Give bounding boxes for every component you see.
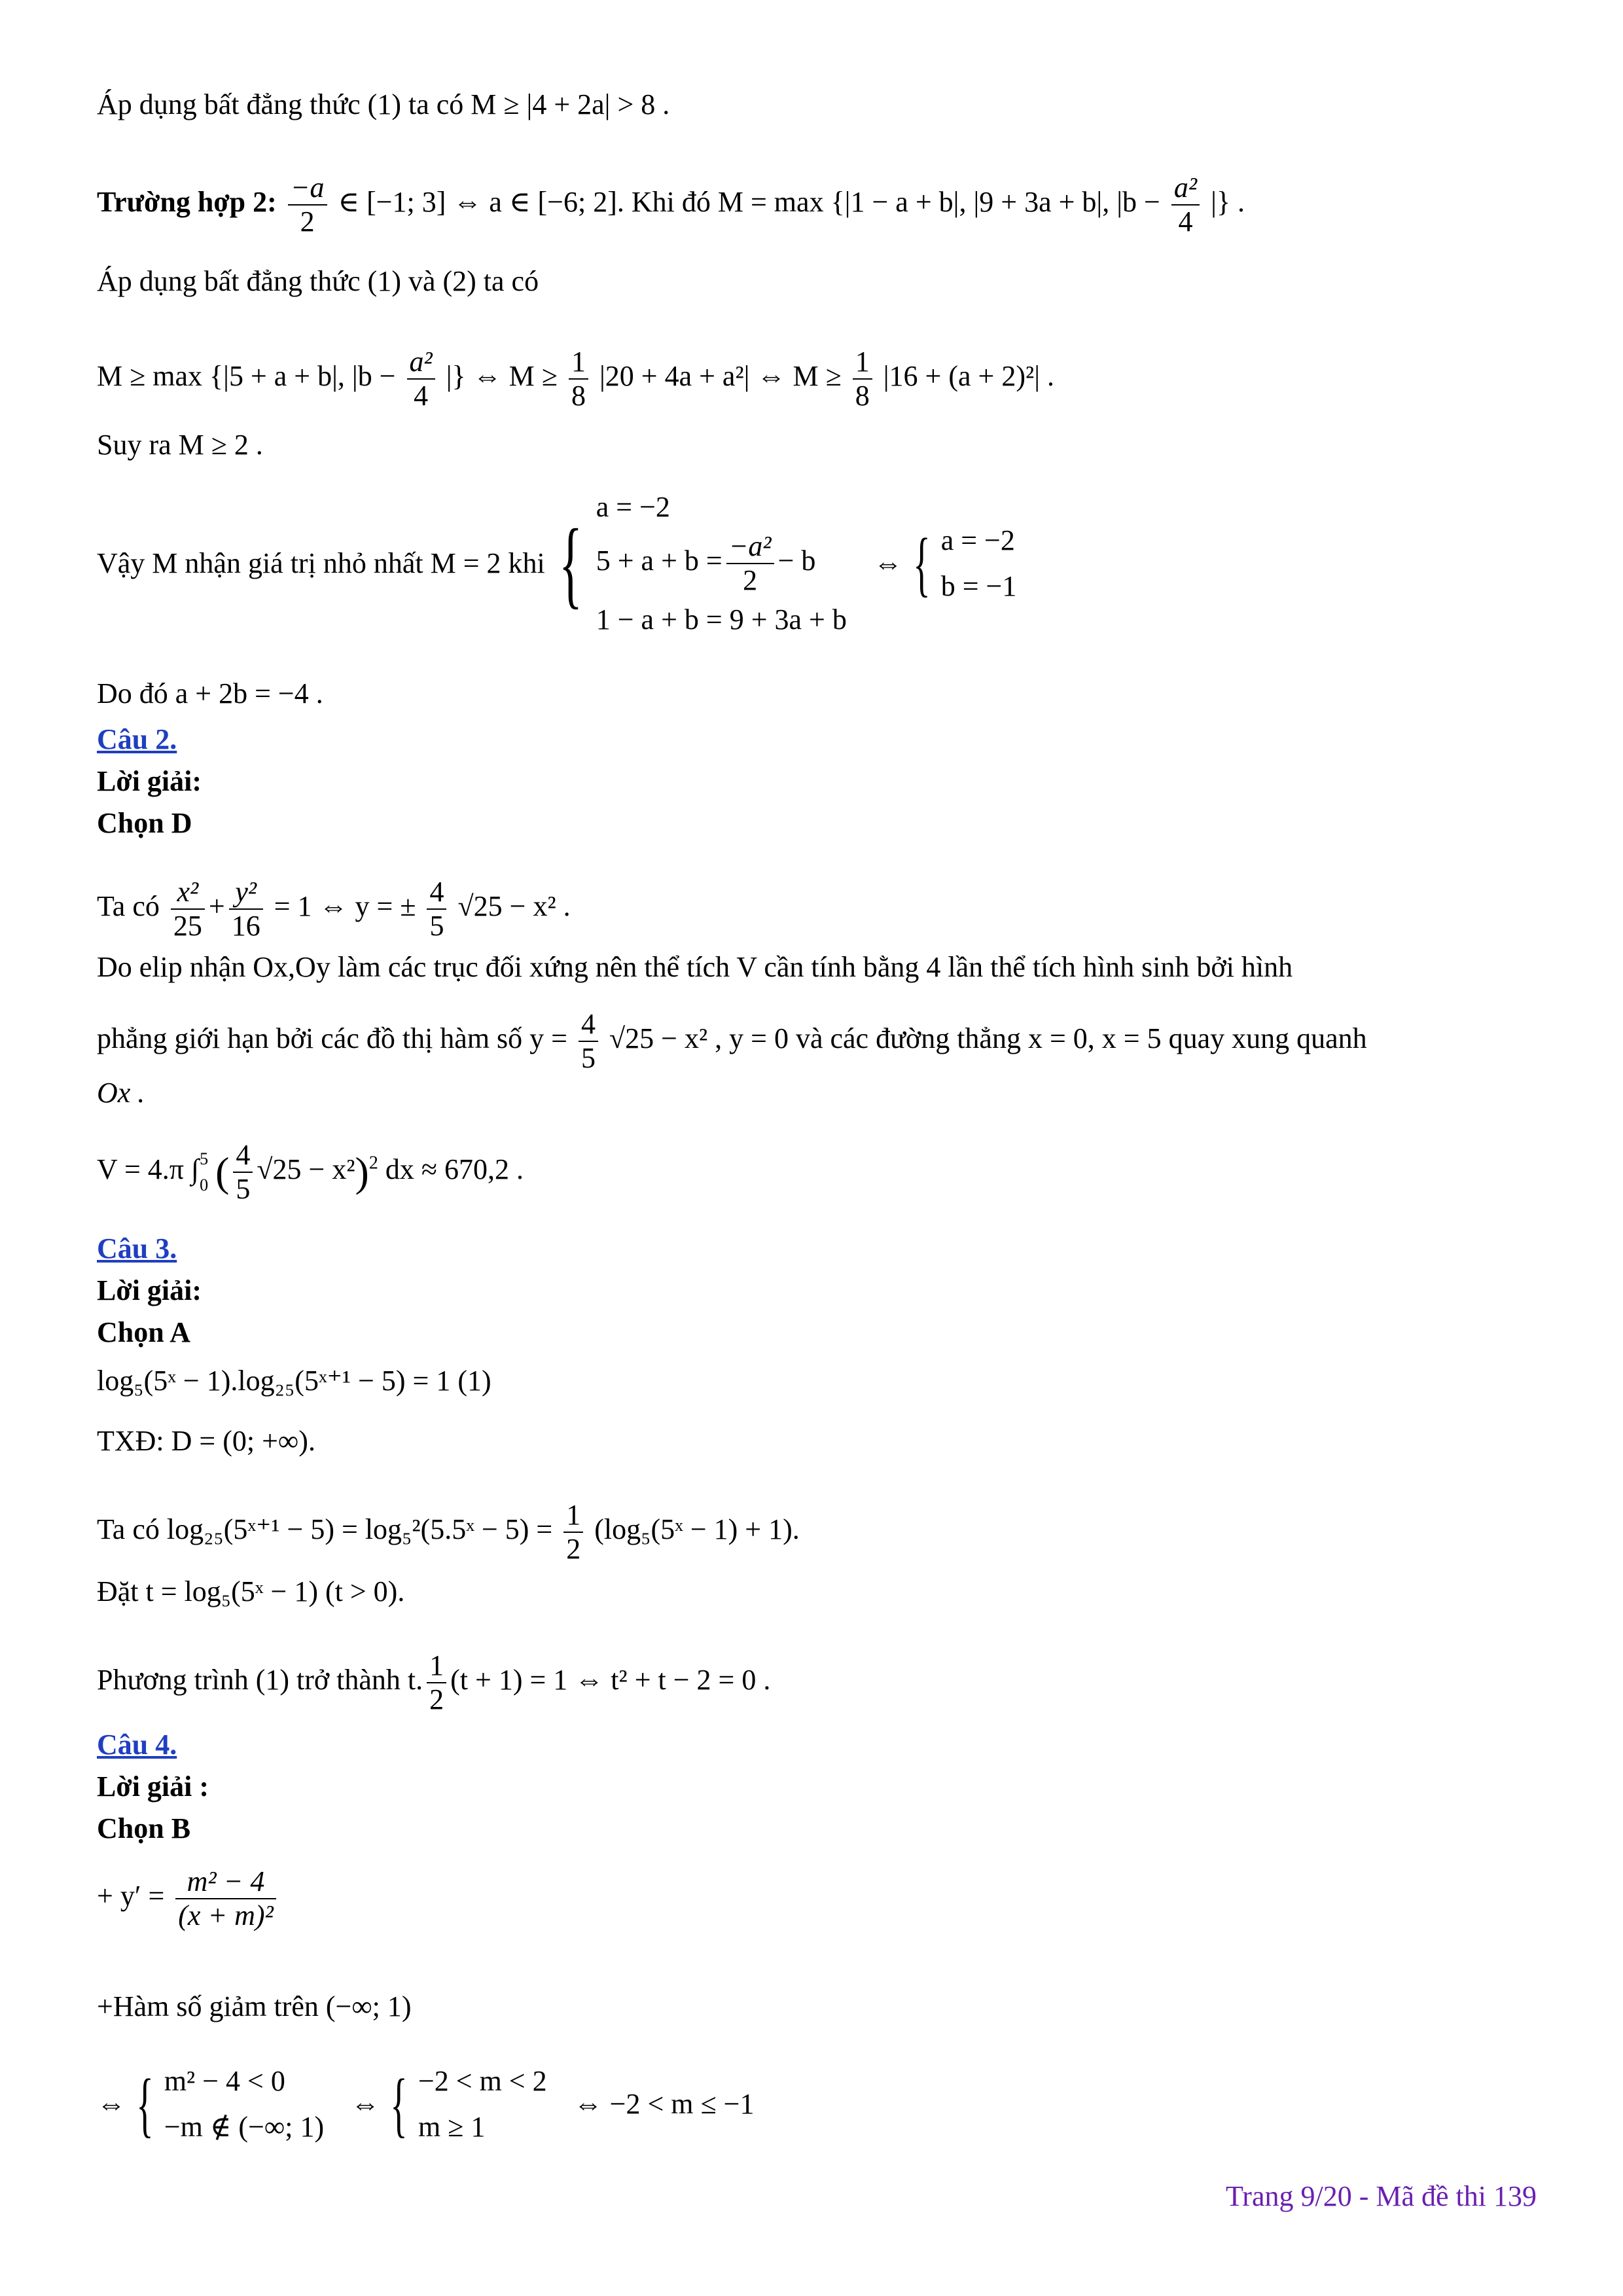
text-span: + y′ =: [97, 1880, 165, 1912]
left-brace: {: [913, 524, 931, 603]
text-span: 5 + a + b =: [596, 545, 722, 577]
text-line: [97, 1073, 145, 1113]
equation-line: [97, 1361, 491, 1401]
fraction: [579, 1008, 598, 1075]
denominator: 2: [300, 206, 315, 238]
equation-line: [97, 1649, 770, 1716]
paren: (: [215, 1149, 230, 1195]
paren: ): [355, 1149, 369, 1195]
text-span: Áp dụng bất đẳng thức (1) ta có M ≥ |4 + 2a| > 8 .: [97, 88, 670, 120]
system-row: m ≥ 1: [418, 2111, 486, 2143]
question-3-heading[interactable]: [97, 1229, 177, 1268]
text-line: [97, 1422, 315, 1461]
system-row: b = −1: [940, 570, 1017, 602]
system-row: 1 − a + b = 9 + 3a + b: [596, 603, 847, 636]
numerator: −a: [288, 171, 327, 206]
numerator: y²: [229, 876, 263, 910]
solution-label: [97, 1767, 209, 1806]
numerator: 4: [233, 1139, 253, 1173]
text-span: dx ≈ 670,2 .: [385, 1153, 524, 1186]
denominator: 2: [743, 564, 758, 596]
upper-bound: 5: [200, 1149, 209, 1168]
numerator: a²: [407, 346, 435, 380]
text-line: [97, 674, 323, 713]
text-span: +Hàm số giảm trên (−∞; 1): [97, 1990, 412, 2022]
text-span: ⇔ −2 < m ≤ −1: [573, 2088, 755, 2120]
text-span: − b: [777, 545, 816, 577]
fraction: [563, 1499, 583, 1566]
lower-bound: 0: [200, 1175, 209, 1194]
denominator: 5: [236, 1173, 251, 1205]
numerator: m² − 4: [175, 1865, 276, 1899]
text-span: |} .: [1211, 186, 1245, 219]
text-line: [97, 1572, 404, 1611]
text-line: [97, 425, 263, 465]
text-span: phẳng giới hạn bởi các đồ thị hàm số y =: [97, 1022, 567, 1055]
denominator: 8: [855, 380, 870, 412]
label-text: Chọn A: [97, 1316, 191, 1348]
denominator: 5: [429, 910, 444, 942]
fraction: [171, 876, 205, 942]
system-row: −m ∉ (−∞; 1): [164, 2111, 325, 2143]
inequality-system: [418, 2058, 547, 2150]
denominator: (x + m)²: [178, 1899, 274, 1931]
fraction: [1171, 171, 1200, 238]
denominator: 2: [429, 1683, 444, 1715]
question-4-heading[interactable]: [97, 1725, 177, 1765]
solution-label: [97, 1271, 202, 1310]
left-brace: {: [390, 2064, 408, 2144]
heading-text[interactable]: Câu 4.: [97, 1729, 177, 1761]
numerator: 1: [569, 346, 588, 380]
derivative-line: [97, 1865, 280, 1932]
integral-line: V = 4.π ∫ 5 0 ( $\frac{4}{5}$ √25 − x²)$^2$ dx ≈ 670,2 .: [97, 1139, 524, 1205]
numerator: 1: [853, 346, 872, 380]
question-2-heading[interactable]: [97, 720, 177, 759]
answer-choice: [97, 804, 192, 843]
text-line: [97, 1987, 412, 2026]
denominator: 16: [231, 910, 260, 942]
label-text: Chọn B: [97, 1812, 191, 1844]
fraction: [427, 1649, 446, 1716]
text-span: V = 4.π ∫: [97, 1153, 200, 1186]
integral-bounds: [200, 1146, 208, 1198]
label-text: Lời giải:: [97, 1274, 202, 1306]
text-span: (log₅(5ˣ − 1) + 1).: [594, 1513, 800, 1546]
equivalence-sign: ⇔: [351, 2088, 380, 2120]
equivalence-sign: ⇔: [873, 547, 902, 579]
answer-choice: [97, 1809, 190, 1848]
text-span: Vậy M nhận giá trị nhỏ nhất M = 2 khi: [97, 547, 545, 579]
denominator: 4: [414, 380, 429, 412]
case-label: Trường hợp 2:: [97, 186, 277, 219]
fraction: [569, 346, 588, 412]
equation-system: [941, 518, 1017, 609]
heading-text[interactable]: Câu 2.: [97, 723, 177, 755]
text-span: Suy ra M ≥ 2 .: [97, 429, 263, 461]
equation-system: [596, 484, 847, 643]
answer-choice: [97, 1313, 190, 1352]
fraction: [229, 876, 263, 942]
fraction: [726, 530, 774, 597]
text-line: [97, 1008, 1367, 1075]
numerator: 4: [579, 1008, 598, 1042]
fraction: [427, 876, 446, 942]
text-span: √25 − x² .: [457, 890, 571, 923]
numerator: x²: [171, 876, 205, 910]
system-row: a = −2: [940, 524, 1015, 556]
system-line: [97, 2055, 754, 2153]
numerator: 1: [563, 1499, 583, 1533]
inequality-system: [164, 2058, 324, 2150]
equivalence-sign: ⇔: [97, 2088, 126, 2120]
equation-line: Ta có $\frac{\text{x²}}{25}$ + $\frac{\text{y²}}{16}$ = 1 ⇔ y = ± $\frac{4}{5}$ √25 − x² .: [97, 876, 571, 942]
text-span: Phương trình (1) trở thành t.: [97, 1664, 423, 1696]
denominator: 8: [571, 380, 586, 412]
denominator: 4: [1178, 206, 1193, 238]
label-text: Lời giải:: [97, 765, 202, 797]
text-span: Ox .: [97, 1077, 145, 1109]
denominator: 25: [173, 910, 202, 942]
text-span: Ta có log₂₅(5ˣ⁺¹ − 5) = log₅²(5.5ˣ − 5) =: [97, 1513, 553, 1546]
numerator: −a²: [726, 530, 774, 564]
text-span: Áp dụng bất đẳng thức (1) và (2) ta có: [97, 265, 539, 297]
text-line: [97, 262, 539, 301]
label-text: Chọn D: [97, 807, 192, 839]
numerator: a²: [1171, 171, 1200, 206]
text-span: = 1 ⇔ y = ±: [274, 890, 416, 923]
system-row: m² − 4 < 0: [164, 2065, 285, 2097]
text-span: √25 − x² , y = 0 và các đường thẳng x = 0, x = 5 quay xung quanh: [609, 1022, 1367, 1055]
fraction: [288, 171, 327, 238]
text-span: Ta có: [97, 890, 160, 923]
text-span: |16 + (a + 2)²| .: [883, 360, 1055, 393]
system-row: a = −2: [596, 491, 670, 523]
text-span: log₅(5ˣ − 1).log₂₅(5ˣ⁺¹ − 5) = 1 (1): [97, 1365, 491, 1397]
text-span: ∈ [−1; 3] ⇔ a ∈ [−6; 2]. Khi đó M = max {|1 − a + b|, |9 + 3a + b|, |b −: [338, 186, 1160, 219]
label-text: Lời giải :: [97, 1770, 209, 1803]
text-span: √25 − x²: [257, 1153, 355, 1186]
numerator: 1: [427, 1649, 446, 1683]
text-span: Do đó a + 2b = −4 .: [97, 677, 323, 709]
inequality-line: [97, 346, 1054, 412]
text-span: (t + 1) = 1 ⇔ t² + t − 2 = 0 .: [450, 1664, 771, 1696]
fraction: [233, 1139, 253, 1206]
page-footer: Trang 9/20 - Mã đề thi 139: [1225, 2180, 1537, 2212]
solution-label: [97, 762, 202, 801]
equation-line: [97, 1499, 800, 1566]
text-span: Đặt t = log₅(5ˣ − 1) (t > 0).: [97, 1575, 405, 1607]
numerator: 4: [427, 876, 446, 910]
text-span: |20 + 4a + a²| ⇔ M ≥: [599, 360, 842, 393]
system-line: [97, 484, 1016, 643]
system-row: −2 < m < 2: [418, 2065, 547, 2097]
text-span: M ≥ max {|5 + a + b|, |b −: [97, 360, 396, 393]
text-span: TXĐ: D = (0; +∞).: [97, 1425, 315, 1457]
case-2-line: [97, 171, 1245, 238]
fraction: [853, 346, 872, 412]
text-line: [97, 85, 669, 124]
heading-text[interactable]: Câu 3.: [97, 1232, 177, 1265]
left-brace: {: [136, 2064, 154, 2144]
text-span: Do elip nhận Ox,Oy làm các trục đối xứng nên thể tích V cần tính bằng 4 lần thể tích hình sinh bởi hình: [97, 951, 1293, 983]
system-row: [596, 530, 847, 597]
text-line: [97, 948, 1293, 987]
denominator: 5: [581, 1042, 596, 1074]
left-brace: {: [558, 509, 582, 618]
fraction: [175, 1865, 276, 1932]
fraction: [407, 346, 435, 412]
text-span: |} ⇔ M ≥: [446, 360, 558, 393]
denominator: 2: [566, 1533, 581, 1565]
